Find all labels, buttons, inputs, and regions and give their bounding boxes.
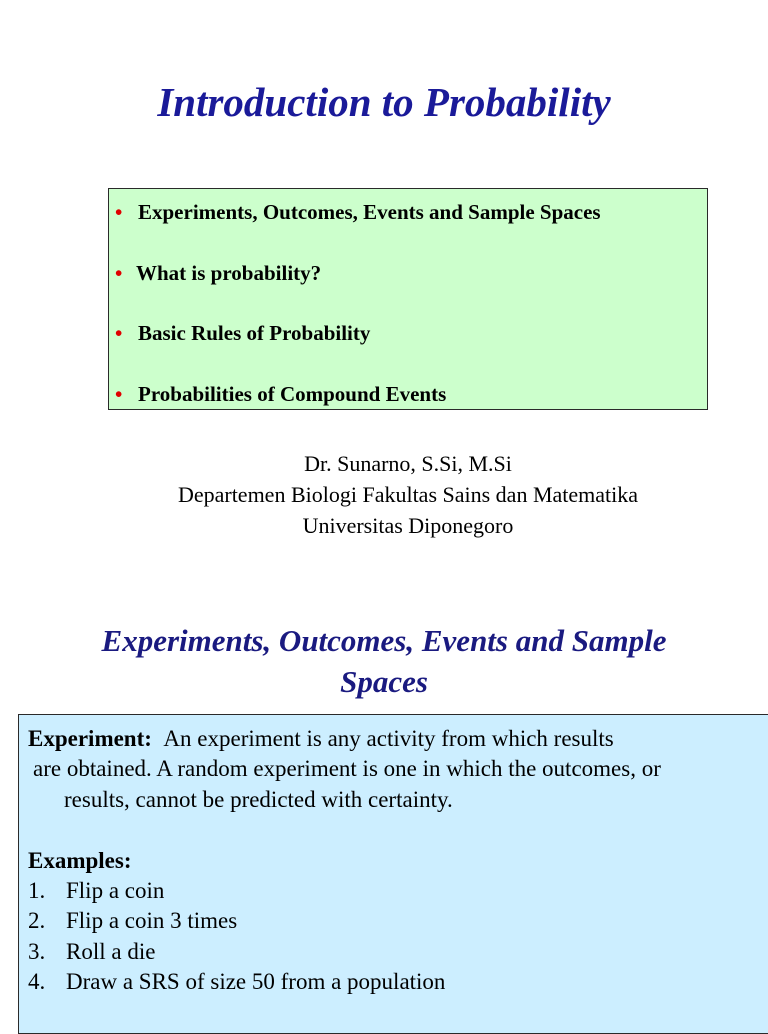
author-block: [0, 448, 768, 541]
example-number: 1.: [28, 878, 46, 903]
topics-box: [108, 188, 708, 410]
topic-text: Probabilities of Compound Events: [138, 382, 447, 406]
bullet-icon: •: [115, 382, 123, 406]
example-text: Flip a coin 3 times: [66, 908, 238, 933]
topic-text: Basic Rules of Probability: [138, 321, 371, 345]
bullet-icon: •: [115, 321, 123, 345]
author-name: Dr. Sunarno, S.Si, M.Si: [304, 451, 512, 476]
definition-term: Experiment:: [28, 726, 152, 751]
example-number: 3.: [28, 939, 46, 964]
slide2-title-line1: Experiments, Outcomes, Events and Sample: [101, 623, 667, 658]
bullet-icon: •: [115, 261, 123, 285]
examples-heading: Examples:: [28, 848, 132, 873]
slide1-title: Introduction to Probability: [157, 79, 611, 125]
example-number: 2.: [28, 908, 46, 933]
topic-text: Experiments, Outcomes, Events and Sample Spaces: [138, 200, 601, 224]
example-text: Roll a die: [66, 939, 156, 964]
slide2-title-line2: Spaces: [340, 664, 428, 699]
slide2-title: [0, 620, 768, 702]
author-university: Universitas Diponegoro: [302, 513, 514, 538]
topic-text: What is probability?: [136, 261, 322, 285]
author-department: Departemen Biologi Fakultas Sains dan Matematika: [177, 482, 639, 507]
bullet-icon: •: [115, 200, 123, 224]
definition-text: An experiment is any activity from which results: [163, 726, 614, 751]
example-number: 4.: [28, 969, 46, 994]
definition-line: [28, 724, 614, 754]
example-text: Flip a coin: [66, 878, 165, 903]
definition-box: [18, 714, 768, 1034]
definition-line: are obtained. A random experiment is one in which the outcomes, or: [33, 756, 661, 781]
example-text: Draw a SRS of size 50 from a population: [66, 969, 446, 994]
definition-line: results, cannot be predicted with certainty.: [64, 787, 453, 812]
